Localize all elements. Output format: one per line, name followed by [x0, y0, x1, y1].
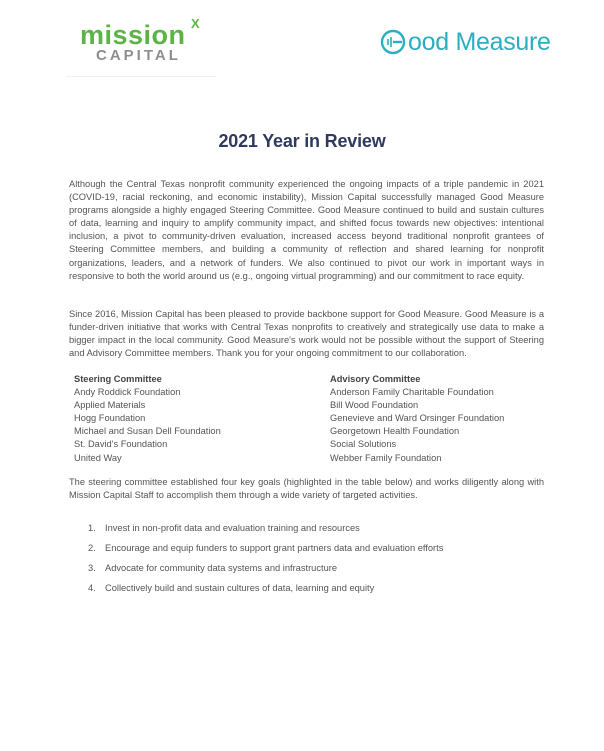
advisory-committee-list — [330, 373, 504, 465]
list-item: Anderson Family Charitable Foundation — [330, 387, 494, 398]
list-item: Hogg Foundation — [74, 413, 146, 424]
goals-intro-paragraph: The steering committee established four key goals (highlighted in the table below) and works diligently along with Mission Capital Staff to accomplish them through a wide variety of targeted activities. — [69, 477, 544, 501]
goal-item — [88, 542, 443, 562]
list-item: Social Solutions — [330, 439, 397, 450]
list-item: Bill Wood Foundation — [330, 400, 419, 411]
steering-committee-heading: Steering Committee — [74, 374, 162, 384]
backbone-paragraph: Since 2016, Mission Capital has been pleased to provide backbone support for Good Measure. Good Measure is a funder-driven initiative that works with Central Texas nonprofits to creatively and strategically use data to make a bigger impact in the local community. Good Measure's work would not be possible without the support of Steering and Advisory Committee members. Thank you for your ongoing commitment to our collaboration. — [69, 309, 544, 359]
goals-list — [88, 522, 443, 602]
page-title: 2021 Year in Review — [218, 131, 386, 151]
list-item: St. David's Foundation — [74, 439, 168, 450]
mission-capital-logo-word: mission — [80, 20, 186, 50]
list-item: Georgetown Health Foundation — [330, 426, 460, 437]
goal-number: 2. — [88, 543, 96, 553]
advisory-committee-heading: Advisory Committee — [330, 374, 421, 384]
header-divider — [66, 76, 216, 77]
goal-number: 3. — [88, 563, 96, 573]
goal-text: Collectively build and sustain cultures of data, learning and equity — [105, 583, 375, 593]
list-item: Webber Family Foundation — [330, 452, 442, 463]
goal-item — [88, 582, 443, 602]
goal-item — [88, 562, 443, 582]
good-measure-g-icon — [379, 28, 407, 56]
mission-capital-logo-x: X — [191, 16, 200, 31]
list-item: Michael and Susan Dell Foundation — [74, 426, 221, 437]
good-measure-logo — [379, 27, 551, 57]
mission-capital-logo — [80, 16, 220, 76]
intro-paragraph: Although the Central Texas nonprofit community experienced the ongoing impacts of a triple pandemic in 2021 (COVID-19, racial reckoning, and economic instability), Mission Capital successfully managed Good Measure programs alongside a highly engaged Steering Committee. Good Measure continued to build and sustain cultures of data, learning and inquiry to amplify community impact, and shifted focus towards new objectives: intentional inclusion, a pivot to community-driven evaluation, increased access beyond traditional nonprofit grantees of Steering Committee members, and building a community of reflection and shared learning for nonprofit organizations, leaders, and a network of funders. We also continued to pivot our work in important ways in responsive to both the world around us (e.g., ongoing virtual programming) and our commitment to race equity. — [69, 179, 544, 281]
list-item: Genevieve and Ward Orsinger Foundation — [330, 413, 505, 424]
list-item: United Way — [74, 452, 122, 463]
goal-number: 1. — [88, 523, 96, 533]
goal-number: 4. — [88, 583, 96, 593]
list-item: Andy Roddick Foundation — [74, 387, 181, 398]
goal-text: Encourage and equip funders to support grant partners data and evaluation efforts — [105, 543, 444, 553]
mission-capital-logo-sub: CAPITAL — [96, 47, 181, 64]
goal-item — [88, 522, 443, 542]
good-measure-logo-text: ood Measure — [408, 28, 551, 56]
goal-text: Advocate for community data systems and infrastructure — [105, 563, 338, 573]
list-item: Applied Materials — [74, 400, 146, 411]
goal-text: Invest in non-profit data and evaluation training and resources — [105, 523, 360, 533]
steering-committee-list — [74, 373, 221, 465]
